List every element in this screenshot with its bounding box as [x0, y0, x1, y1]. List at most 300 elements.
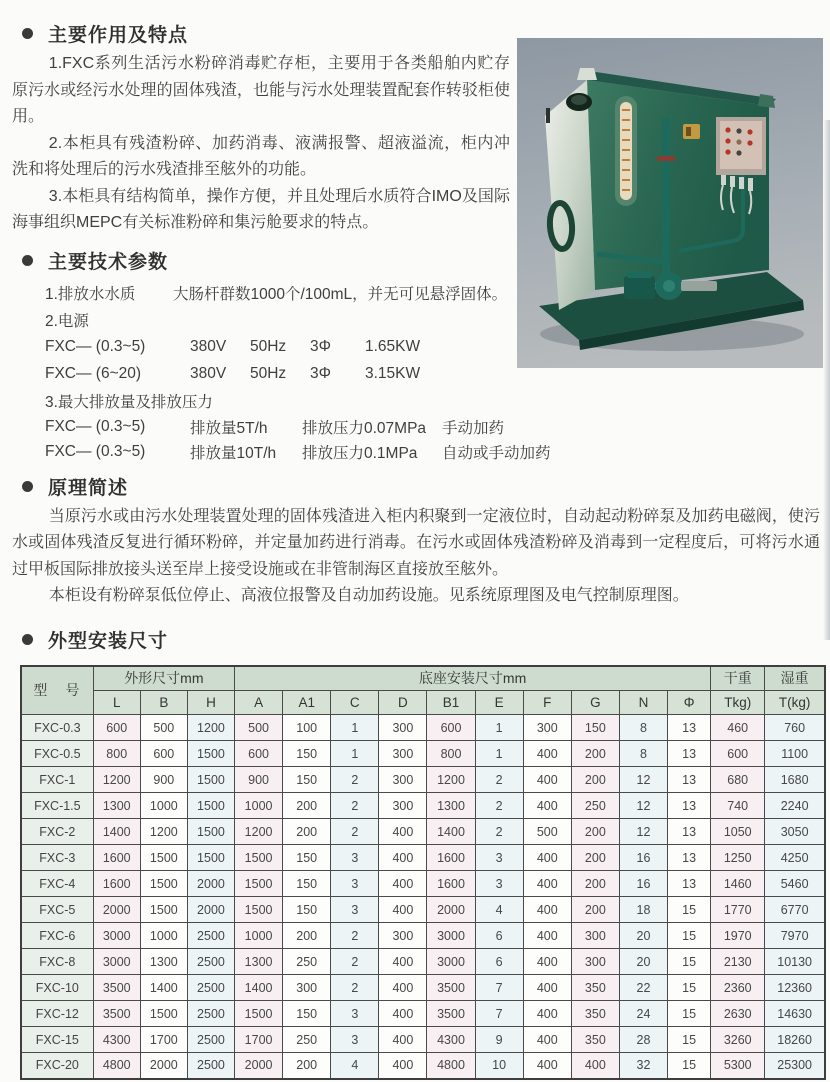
value-cell: 1 [475, 715, 523, 741]
value-cell: 1200 [427, 767, 475, 793]
column-header-E: E [475, 691, 523, 715]
column-header-B1: B1 [427, 691, 475, 715]
value-cell: 400 [523, 1027, 571, 1053]
value-cell: 400 [379, 1053, 427, 1079]
value-cell: 1400 [235, 975, 283, 1001]
value-cell: 400 [523, 767, 571, 793]
discharge-pipe [681, 281, 717, 291]
value-cell: 100 [283, 715, 331, 741]
value-cell: 300 [379, 741, 427, 767]
value-cell: 2000 [93, 897, 140, 923]
pipe-valve-handle [657, 156, 675, 161]
value-cell: 600 [140, 741, 187, 767]
value-cell: 400 [523, 1001, 571, 1027]
column-header-Φ: Φ [668, 691, 711, 715]
value-cell: 13 [668, 793, 711, 819]
value-cell: 800 [93, 741, 140, 767]
value-cell: 9 [475, 1027, 523, 1053]
value-cell: 8 [619, 741, 667, 767]
value-cell: 150 [283, 1001, 331, 1027]
value-cell: 1970 [711, 923, 765, 949]
value-cell: 3 [475, 845, 523, 871]
features-paragraph: 2.本柜具有残渣粉碎、加药消毒、液满报警、超液溢流，柜内冲洗和将处理后的污水残渣排至舷外的功能。 [12, 134, 510, 178]
column-header-A1: A1 [283, 691, 331, 715]
model-range: FXC— (6~20) [45, 365, 142, 382]
table-row [21, 975, 825, 1001]
value-cell: 3050 [765, 819, 825, 845]
value-cell: 2 [475, 767, 523, 793]
value-cell: 22 [619, 975, 667, 1001]
value-cell: 350 [571, 1027, 619, 1053]
value-cell: 400 [379, 845, 427, 871]
value-cell: 1500 [140, 845, 187, 871]
value-cell: 15 [668, 1053, 711, 1079]
value-cell: 1600 [427, 871, 475, 897]
principle-paragraph: 本柜设有粉碎泵低位停止、高液位报警及自动加药设施。见系统原理图及电气控制原理图。 [48, 587, 689, 604]
dosing-mode: 自动或手动加药 [442, 445, 551, 462]
table-body [21, 715, 825, 1079]
value-cell: 10130 [765, 949, 825, 975]
column-group-wet-weight: 湿重 [765, 666, 825, 691]
value-cell: 3000 [93, 949, 140, 975]
value-cell: 200 [283, 1053, 331, 1079]
model-cell: FXC-5 [21, 897, 93, 923]
value-cell: 760 [765, 715, 825, 741]
features-paragraph: 1.FXC系列生活污水粉碎消毒贮存柜，主要用于各类船舶内贮存原污水或经污水处理的固体残渣，也能与污水处理装置配套作转驳柜使用。 [12, 55, 510, 125]
table-row [21, 793, 825, 819]
frequency-value: 50Hz [250, 338, 287, 355]
features-heading [22, 20, 510, 47]
value-cell: 400 [379, 1001, 427, 1027]
power-label-row [45, 307, 510, 334]
features-heading-label: 主要作用及特点 [48, 25, 189, 46]
value-cell: 2360 [711, 975, 765, 1001]
model-range: FXC— (0.3~5) [45, 338, 146, 355]
value-cell: 2 [331, 923, 379, 949]
column-header-N: N [619, 691, 667, 715]
value-cell: 1400 [93, 819, 140, 845]
value-cell: 3500 [427, 975, 475, 1001]
value-cell: 2500 [187, 975, 234, 1001]
value-cell: 1 [475, 741, 523, 767]
value-cell: 18260 [765, 1027, 825, 1053]
model-cell: FXC-1.5 [21, 793, 93, 819]
value-cell: 1500 [235, 871, 283, 897]
pump-motor [624, 276, 655, 299]
value-cell: 400 [523, 871, 571, 897]
value-cell: 400 [379, 819, 427, 845]
value-cell: 1300 [140, 949, 187, 975]
value-cell: 13 [668, 819, 711, 845]
value-cell: 3500 [427, 1001, 475, 1027]
value-cell: 1700 [140, 1027, 187, 1053]
tech-params-block [45, 280, 551, 465]
value-cell: 250 [571, 793, 619, 819]
value-cell: 2000 [187, 871, 234, 897]
value-cell: 13 [668, 715, 711, 741]
value-cell: 2500 [187, 1053, 234, 1079]
water-quality-row [45, 280, 510, 307]
intro-section [12, 20, 820, 465]
value-cell: 16 [619, 871, 667, 897]
value-cell: 400 [523, 923, 571, 949]
value-cell: 1500 [187, 819, 234, 845]
value-cell: 2 [331, 975, 379, 1001]
value-cell: 12 [619, 819, 667, 845]
value-cell: 300 [571, 923, 619, 949]
value-cell: 1200 [235, 819, 283, 845]
value-cell: 1500 [187, 845, 234, 871]
bullet-icon [22, 255, 33, 266]
value-cell: 2 [331, 949, 379, 975]
dimensions-table [20, 665, 826, 1080]
value-cell: 1500 [235, 1001, 283, 1027]
value-cell: 2500 [187, 1001, 234, 1027]
discharge-label: 3.最大排放量及排放压力 [45, 394, 213, 411]
model-cell: FXC-20 [21, 1053, 93, 1079]
model-cell: FXC-6 [21, 923, 93, 949]
vertical-pipe [662, 118, 670, 286]
left-bracket [546, 108, 550, 123]
value-cell: 400 [523, 1053, 571, 1079]
model-cell: FXC-10 [21, 975, 93, 1001]
value-cell: 1000 [140, 793, 187, 819]
value-cell: 4800 [427, 1053, 475, 1079]
value-cell: 2000 [235, 1053, 283, 1079]
principle-paragraph: 当原污水或由污水处理装置处理的固体残渣进入柜内积聚到一定液位时，自动起动粉碎泵及加药电磁阀，使污水或固体残渣反复进行循环粉碎，并定量加药进行消毒。在污水或固体残渣粉碎及消毒到一定程度后，可将污水通过甲板国际排放接头送至岸上接受设施或在非管制海区直接放至舷外。 [12, 507, 820, 578]
value-cell: 15 [668, 1001, 711, 1027]
table-row [21, 767, 825, 793]
model-cell: FXC-0.3 [21, 715, 93, 741]
value-cell: 1000 [235, 793, 283, 819]
nameplate-label [683, 124, 700, 139]
value-cell: 1500 [140, 871, 187, 897]
model-cell: FXC-12 [21, 1001, 93, 1027]
value-cell: 1050 [711, 819, 765, 845]
value-cell: 2 [475, 819, 523, 845]
power-spec-row [45, 361, 510, 388]
model-cell: FXC-3 [21, 845, 93, 871]
value-cell: 7970 [765, 923, 825, 949]
value-cell: 300 [379, 767, 427, 793]
table-row [21, 819, 825, 845]
value-cell: 2000 [140, 1053, 187, 1079]
value-cell: 600 [427, 715, 475, 741]
value-cell: 25300 [765, 1053, 825, 1079]
value-cell: 2240 [765, 793, 825, 819]
value-cell: 350 [571, 1001, 619, 1027]
table-row [21, 923, 825, 949]
tech-params-heading-label: 主要技术参数 [48, 251, 169, 273]
phase-value: 3Φ [310, 338, 331, 355]
principle-heading [22, 473, 820, 500]
value-cell: 200 [283, 793, 331, 819]
discharge-pressure: 排放压力0.07MPa [302, 420, 427, 437]
equipment-photo [517, 38, 823, 368]
column-header-G: G [571, 691, 619, 715]
value-cell: 150 [283, 741, 331, 767]
value-cell: 1200 [187, 715, 234, 741]
column-header-B: B [140, 691, 187, 715]
intro-text-column [12, 20, 551, 465]
value-cell: 2630 [711, 1001, 765, 1027]
value-cell: 400 [379, 1027, 427, 1053]
column-header-L: L [93, 691, 140, 715]
value-cell: 15 [668, 897, 711, 923]
discharge-spec-row [45, 415, 510, 440]
value-cell: 1500 [235, 845, 283, 871]
value-cell: 2 [331, 793, 379, 819]
value-cell: 400 [523, 793, 571, 819]
value-cell: 1700 [235, 1027, 283, 1053]
value-cell: 3 [475, 871, 523, 897]
value-cell: 1500 [187, 741, 234, 767]
sub-header-row [21, 691, 825, 715]
table-row [21, 871, 825, 897]
value-cell: 200 [571, 845, 619, 871]
value-cell: 300 [283, 975, 331, 1001]
value-cell: 1500 [140, 897, 187, 923]
value-cell: 3000 [427, 949, 475, 975]
value-cell: 740 [711, 793, 765, 819]
water-quality-value: 大肠杆群数1000个/100mL，并无可见悬浮固体。 [173, 286, 508, 303]
scan-edge-artifact [823, 120, 830, 640]
value-cell: 200 [571, 897, 619, 923]
value-cell: 2500 [187, 1027, 234, 1053]
dimensions-heading-label: 外型安装尺寸 [48, 630, 169, 652]
value-cell: 3500 [93, 1001, 140, 1027]
value-cell: 600 [711, 741, 765, 767]
value-cell: 1250 [711, 845, 765, 871]
column-header-C: C [331, 691, 379, 715]
column-header-H: H [187, 691, 234, 715]
column-header-A: A [235, 691, 283, 715]
value-cell: 400 [523, 741, 571, 767]
model-cell: FXC-8 [21, 949, 93, 975]
value-cell: 1000 [140, 923, 187, 949]
value-cell: 3500 [93, 975, 140, 1001]
column-header-Tkg): Tkg) [711, 691, 765, 715]
value-cell: 200 [571, 819, 619, 845]
value-cell: 150 [283, 845, 331, 871]
value-cell: 13 [668, 767, 711, 793]
column-group-outline-dimensions: 外形尺寸mm [93, 666, 234, 691]
value-cell: 400 [571, 1053, 619, 1079]
equipment-photo-illustration [517, 38, 823, 368]
value-cell: 1300 [93, 793, 140, 819]
pump-volute-hub [663, 280, 675, 292]
value-cell: 400 [379, 897, 427, 923]
features-paragraph: 3.本柜具有结构简单，操作方便，并且处理后水质符合IMO及国际海事组织MEPC有关标准粉碎和集污舱要求的特点。 [12, 187, 510, 231]
value-cell: 12360 [765, 975, 825, 1001]
column-group-dry-weight: 干重 [711, 666, 765, 691]
tech-params-heading [22, 247, 510, 274]
value-cell: 4300 [427, 1027, 475, 1053]
value-cell: 5300 [711, 1053, 765, 1079]
value-cell: 6770 [765, 897, 825, 923]
value-cell: 2000 [427, 897, 475, 923]
value-cell: 16 [619, 845, 667, 871]
discharge-rate: 排放量5T/h [190, 420, 268, 437]
value-cell: 4800 [93, 1053, 140, 1079]
value-cell: 24 [619, 1001, 667, 1027]
value-cell: 13 [668, 845, 711, 871]
value-cell: 1500 [235, 897, 283, 923]
value-cell: 200 [571, 767, 619, 793]
column-group-base-dimensions: 底座安装尺寸mm [235, 666, 711, 691]
value-cell: 1000 [235, 923, 283, 949]
model-cell: FXC-4 [21, 871, 93, 897]
dimensions-heading [22, 626, 820, 653]
value-cell: 15 [668, 975, 711, 1001]
value-cell: 3260 [711, 1027, 765, 1053]
value-cell: 5460 [765, 871, 825, 897]
value-cell: 400 [523, 949, 571, 975]
discharge-rate: 排放量10T/h [190, 445, 277, 462]
value-cell: 1 [331, 715, 379, 741]
value-cell: 250 [283, 949, 331, 975]
value-cell: 1500 [140, 1001, 187, 1027]
value-cell: 7 [475, 1001, 523, 1027]
value-cell: 600 [93, 715, 140, 741]
value-cell: 1200 [93, 767, 140, 793]
phase-value: 3Φ [310, 365, 331, 382]
table-header [21, 666, 825, 715]
value-cell: 800 [427, 741, 475, 767]
model-cell: FXC-1 [21, 767, 93, 793]
value-cell: 6 [475, 949, 523, 975]
value-cell: 300 [379, 923, 427, 949]
value-cell: 600 [235, 741, 283, 767]
value-cell: 300 [523, 715, 571, 741]
value-cell: 1 [331, 741, 379, 767]
value-cell: 1300 [427, 793, 475, 819]
value-cell: 500 [235, 715, 283, 741]
value-cell: 32 [619, 1053, 667, 1079]
bullet-icon [22, 28, 33, 39]
table-row [21, 741, 825, 767]
column-header-D: D [379, 691, 427, 715]
table-row [21, 949, 825, 975]
value-cell: 500 [140, 715, 187, 741]
value-cell: 3 [331, 871, 379, 897]
value-cell: 20 [619, 949, 667, 975]
value-cell: 15 [668, 949, 711, 975]
model-cell: FXC-0.5 [21, 741, 93, 767]
value-cell: 20 [619, 923, 667, 949]
value-cell: 400 [379, 871, 427, 897]
value-cell: 4300 [93, 1027, 140, 1053]
table-row [21, 845, 825, 871]
value-cell: 1400 [427, 819, 475, 845]
table-row [21, 897, 825, 923]
power-spec-row [45, 334, 510, 361]
value-cell: 4250 [765, 845, 825, 871]
table-row [21, 1053, 825, 1079]
value-cell: 150 [283, 897, 331, 923]
principle-heading-label: 原理简述 [48, 477, 129, 499]
value-cell: 1500 [187, 767, 234, 793]
value-cell: 3 [331, 897, 379, 923]
value-cell: 3 [331, 1027, 379, 1053]
value-cell: 1600 [427, 845, 475, 871]
value-cell: 6 [475, 923, 523, 949]
value-cell: 400 [379, 949, 427, 975]
value-cell: 200 [283, 923, 331, 949]
value-cell: 2000 [187, 897, 234, 923]
column-header-model: 型 号 [21, 666, 93, 715]
value-cell: 400 [523, 975, 571, 1001]
value-cell: 1100 [765, 741, 825, 767]
column-header-F: F [523, 691, 571, 715]
value-cell: 1500 [187, 793, 234, 819]
value-cell: 1770 [711, 897, 765, 923]
value-cell: 1600 [93, 871, 140, 897]
value-cell: 1400 [140, 975, 187, 1001]
value-cell: 900 [235, 767, 283, 793]
value-cell: 1200 [140, 819, 187, 845]
value-cell: 12 [619, 767, 667, 793]
power-value: 3.15KW [365, 365, 421, 382]
value-cell: 300 [379, 715, 427, 741]
group-header-row [21, 666, 825, 691]
model-range: FXC— (0.3~5) [45, 443, 146, 460]
discharge-label-row [45, 388, 510, 415]
frequency-value: 50Hz [250, 365, 287, 382]
value-cell: 460 [711, 715, 765, 741]
value-cell: 3 [331, 845, 379, 871]
value-cell: 2500 [187, 923, 234, 949]
value-cell: 13 [668, 871, 711, 897]
breather-cap-top [571, 95, 587, 105]
column-header-T(kg): T(kg) [765, 691, 825, 715]
value-cell: 400 [523, 845, 571, 871]
table-row [21, 715, 825, 741]
value-cell: 2 [331, 767, 379, 793]
lifting-lug-right [758, 94, 775, 108]
value-cell: 28 [619, 1027, 667, 1053]
discharge-pressure: 排放压力0.1MPa [302, 445, 418, 462]
value-cell: 18 [619, 897, 667, 923]
value-cell: 300 [571, 949, 619, 975]
value-cell: 200 [571, 871, 619, 897]
discharge-spec-row [45, 440, 551, 465]
pump-motor-top [627, 272, 652, 278]
value-cell: 300 [379, 793, 427, 819]
value-cell: 13 [668, 741, 711, 767]
value-cell: 2 [475, 793, 523, 819]
principle-section [12, 504, 820, 610]
value-cell: 15 [668, 923, 711, 949]
voltage-value: 380V [190, 338, 227, 355]
value-cell: 1460 [711, 871, 765, 897]
value-cell: 2 [331, 819, 379, 845]
table-row [21, 1027, 825, 1053]
value-cell: 14630 [765, 1001, 825, 1027]
dosing-mode: 手动加药 [442, 420, 505, 437]
value-cell: 150 [571, 715, 619, 741]
value-cell: 200 [283, 819, 331, 845]
lifting-lug-left [577, 68, 597, 80]
value-cell: 200 [571, 741, 619, 767]
value-cell: 15 [668, 1027, 711, 1053]
value-cell: 4 [331, 1053, 379, 1079]
value-cell: 350 [571, 975, 619, 1001]
model-range: FXC— (0.3~5) [45, 418, 146, 435]
power-value: 1.65KW [365, 338, 421, 355]
value-cell: 400 [523, 897, 571, 923]
value-cell: 1680 [765, 767, 825, 793]
